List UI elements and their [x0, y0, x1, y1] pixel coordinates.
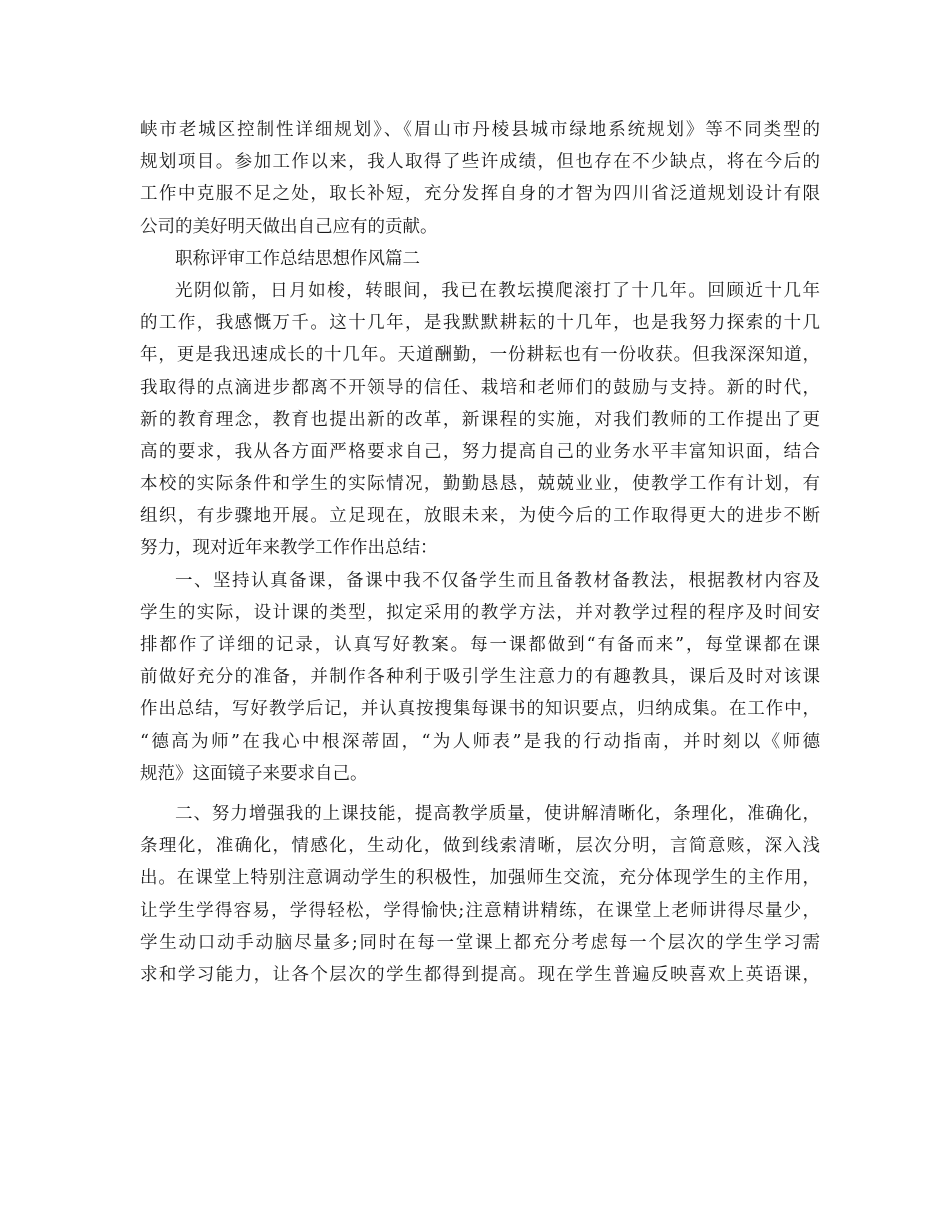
paragraph-spacer: [140, 790, 820, 798]
text-line: 的工作，我感慨万千。这十几年，是我默默耕耘的十几年，也是我努力探索的十几: [140, 313, 820, 334]
text-line: 光阴似箭，日月如梭，转眼间，我已在教坛摸爬滚打了十几年。回顾近十几年: [175, 280, 820, 301]
text-line: 出。在课堂上特别注意调动学生的积极性，加强师生交流，充分体现学生的主作用，: [140, 868, 820, 889]
paragraph-section-two: [140, 798, 820, 991]
text-line: 高的要求，我从各方面严格要求自己，努力提高自己的业务水平丰富知识面，结合: [140, 441, 820, 462]
text-line: 排都作了详细的记录，认真写好教案。每一课都做到“有备而来”，每堂课都在课: [140, 635, 820, 655]
text-line: “德高为师”在我心中根深蒂固，“为人师表”是我的行动指南，并时刻以《师德: [140, 731, 820, 752]
text-line: 新的教育理念，教育也提出新的改革，新课程的实施，对我们教师的工作提出了更: [140, 409, 820, 430]
text-line: 规范》这面镜子来要求自己。: [140, 763, 368, 784]
document-body: [140, 114, 820, 991]
text-line: 公司的美好明天做出自己应有的贡献。: [140, 216, 438, 237]
text-line: 二、努力增强我的上课技能，提高教学质量，使讲解清晰化，条理化，准确化，: [175, 803, 820, 824]
text-line: 学生动口动手动脑尽量多;同时在每一堂课上都充分考虑每一个层次的学生学习需: [140, 932, 820, 953]
text-line: 规划项目。参加工作以来，我人取得了些许成绩，但也存在不少缺点，将在今后的: [140, 152, 820, 173]
paragraph-section-one: [140, 565, 820, 790]
text-line: 我取得的点滴进步都离不开领导的信任、栽培和老师们的鼓励与支持。新的时代，: [140, 377, 820, 398]
paragraph-continuation: [140, 114, 820, 243]
text-line: 一、坚持认真备课，备课中我不仅备学生而且备教材备教法，根据教材内容及: [175, 570, 820, 591]
heading-text: 职称评审工作总结思想作风篇二: [175, 248, 420, 269]
section-heading: [140, 243, 820, 275]
text-line: 让学生学得容易，学得轻松，学得愉快;注意精讲精练，在课堂上老师讲得尽量少，: [140, 900, 820, 921]
paragraph-intro: [140, 275, 820, 565]
text-line: 工作中克服不足之处，取长补短，充分发挥自身的才智为四川省泛道规划设计有限: [140, 184, 820, 205]
text-line: 前做好充分的准备，并制作各种利于吸引学生注意力的有趣教具，课后及时对该课: [140, 667, 820, 688]
text-line: 条理化，准确化，情感化，生动化，做到线索清晰，层次分明，言简意赅，深入浅: [140, 836, 820, 857]
text-line: 本校的实际条件和学生的实际情况，勤勤恳恳，兢兢业业，使教学工作有计划，有: [140, 474, 820, 495]
text-line: 学生的实际，设计课的类型，拟定采用的教学方法，并对教学过程的程序及时间安: [140, 602, 820, 623]
text-line: 年，更是我迅速成长的十几年。天道酬勤，一份耕耘也有一份收获。但我深深知道，: [140, 345, 820, 366]
text-line: 努力，现对近年来教学工作作出总结：: [140, 538, 438, 559]
text-line: 求和学习能力，让各个层次的学生都得到提高。现在学生普遍反映喜欢上英语课，: [140, 964, 820, 985]
text-line: 组织，有步骤地开展。立足现在，放眼未来，为使今后的工作取得更大的进步不断: [140, 506, 820, 527]
text-line: 峡市老城区控制性详细规划》、《眉山市丹棱县城市绿地系统规划》等不同类型的: [140, 120, 820, 140]
text-line: 作出总结，写好教学后记，并认真按搜集每课书的知识要点，归纳成集。在工作中，: [140, 699, 820, 720]
